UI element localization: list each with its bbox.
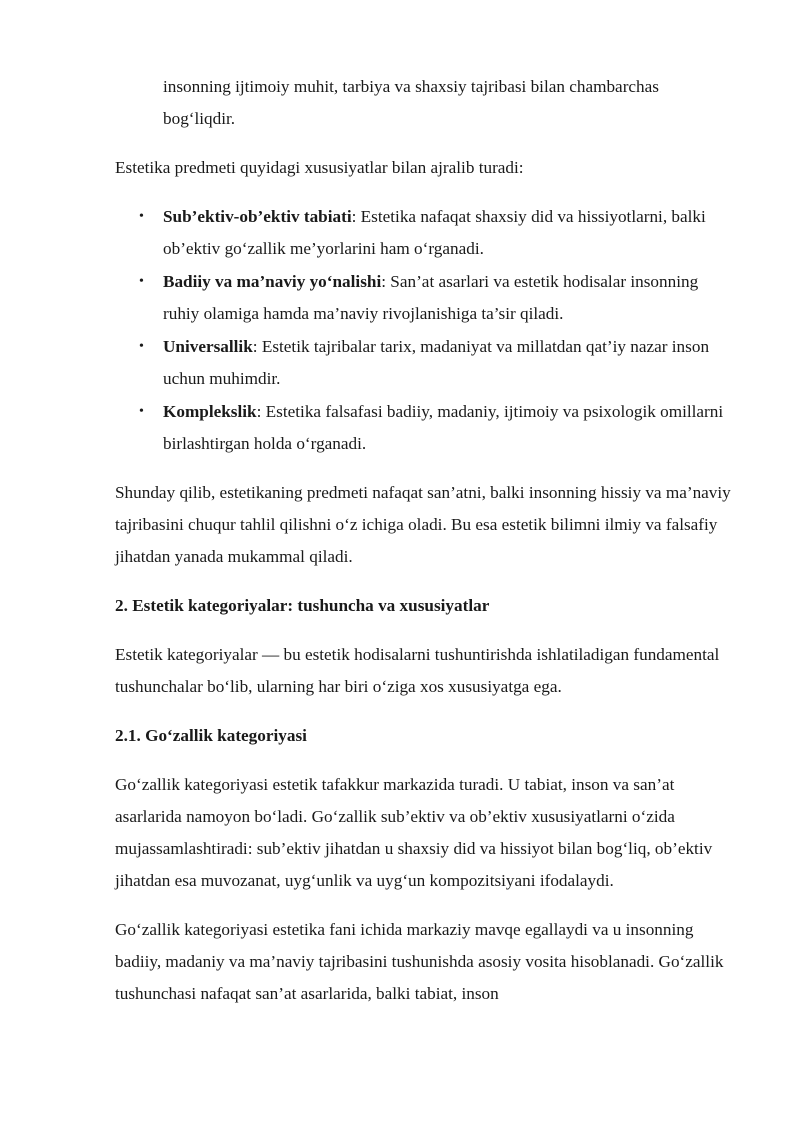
list-item-term: Universallik <box>163 337 253 356</box>
list-item <box>115 331 735 395</box>
feature-list <box>115 201 735 460</box>
continuation-paragraph: insonning ijtimoiy muhit, tarbiya va shaxsiy tajribasi bilan chambarchas bog‘liqdir. <box>163 77 659 128</box>
bullet-icon: • <box>139 274 144 289</box>
subsection-heading: 2.1. Go‘zallik kategoriyasi <box>115 726 307 745</box>
list-item-text: : Estetika nafaqat shaxsiy did va hissiyotlarni, balki ob’ektiv go‘zallik me’yorlarini ham o‘rganadi. <box>163 207 706 258</box>
list-item-term: Badiiy va ma’naviy yo‘nalishi <box>163 272 382 291</box>
summary-paragraph: Shunday qilib, estetikaning predmeti nafaqat san’atni, balki insonning hissiy va ma’naviy tajribasini chuqur tahlil qilishni o‘z ichiga oladi. Bu esa estetik bilimni ilmiy va falsafiy jihatdan yanada mukammal qiladi. <box>115 483 731 566</box>
bullet-icon: • <box>139 404 144 419</box>
list-item-text: : Estetika falsafasi badiiy, madaniy, ijtimoiy va psixologik omillarni birlashtirgan holda o‘rganadi. <box>163 402 724 453</box>
list-item-text: : San’at asarlari va estetik hodisalar insonning ruhiy olamiga hamda ma’naviy rivojlanishiga ta’sir qiladi. <box>163 272 699 323</box>
bullet-icon: • <box>139 339 144 354</box>
beauty-paragraph-1: Go‘zallik kategoriyasi estetik tafakkur markazida turadi. U tabiat, inson va san’at asarlarida namoyon bo‘ladi. Go‘zallik sub’ektiv va ob’ektiv xususiyatlarni o‘zida mujassamlashtiradi: sub’ektiv jihatdan u shaxsiy did va hissiyot bilan bog‘liq, ob’ektiv jihatdan esa muvozanat, uyg‘unlik va uyg‘un kompozitsiyani ifodalaydi. <box>115 775 713 890</box>
list-item <box>115 396 735 460</box>
section-heading: 2. Estetik kategoriyalar: tushuncha va xususiyatlar <box>115 596 490 615</box>
list-item <box>115 201 735 265</box>
list-item-text: : Estetik tajribalar tarix, madaniyat va millatdan qat’iy nazar inson uchun muhimdir. <box>163 337 710 388</box>
intro-paragraph: Estetika predmeti quyidagi xususiyatlar bilan ajralib turadi: <box>115 158 524 177</box>
bullet-icon: • <box>139 209 144 224</box>
beauty-paragraph-2: Go‘zallik kategoriyasi estetika fani ichida markaziy mavqe egallaydi va u insonning badiiy, madaniy va ma’naviy tajribasini tushunishda asosiy vosita hisoblanadi. Go‘zallik tushunchasi nafaqat san’at asarlarida, balki tabiat, inson <box>115 920 724 1003</box>
document-page <box>115 71 735 1027</box>
categories-paragraph: Estetik kategoriyalar — bu estetik hodisalarni tushuntirishda ishlatiladigan fundamental tushunchalar bo‘lib, ularning har biri o‘ziga xos xususiyatga ega. <box>115 645 720 696</box>
list-item <box>115 266 735 330</box>
list-item-term: Komplekslik <box>163 402 257 421</box>
list-item-term: Sub’ektiv-ob’ektiv tabiati <box>163 207 352 226</box>
